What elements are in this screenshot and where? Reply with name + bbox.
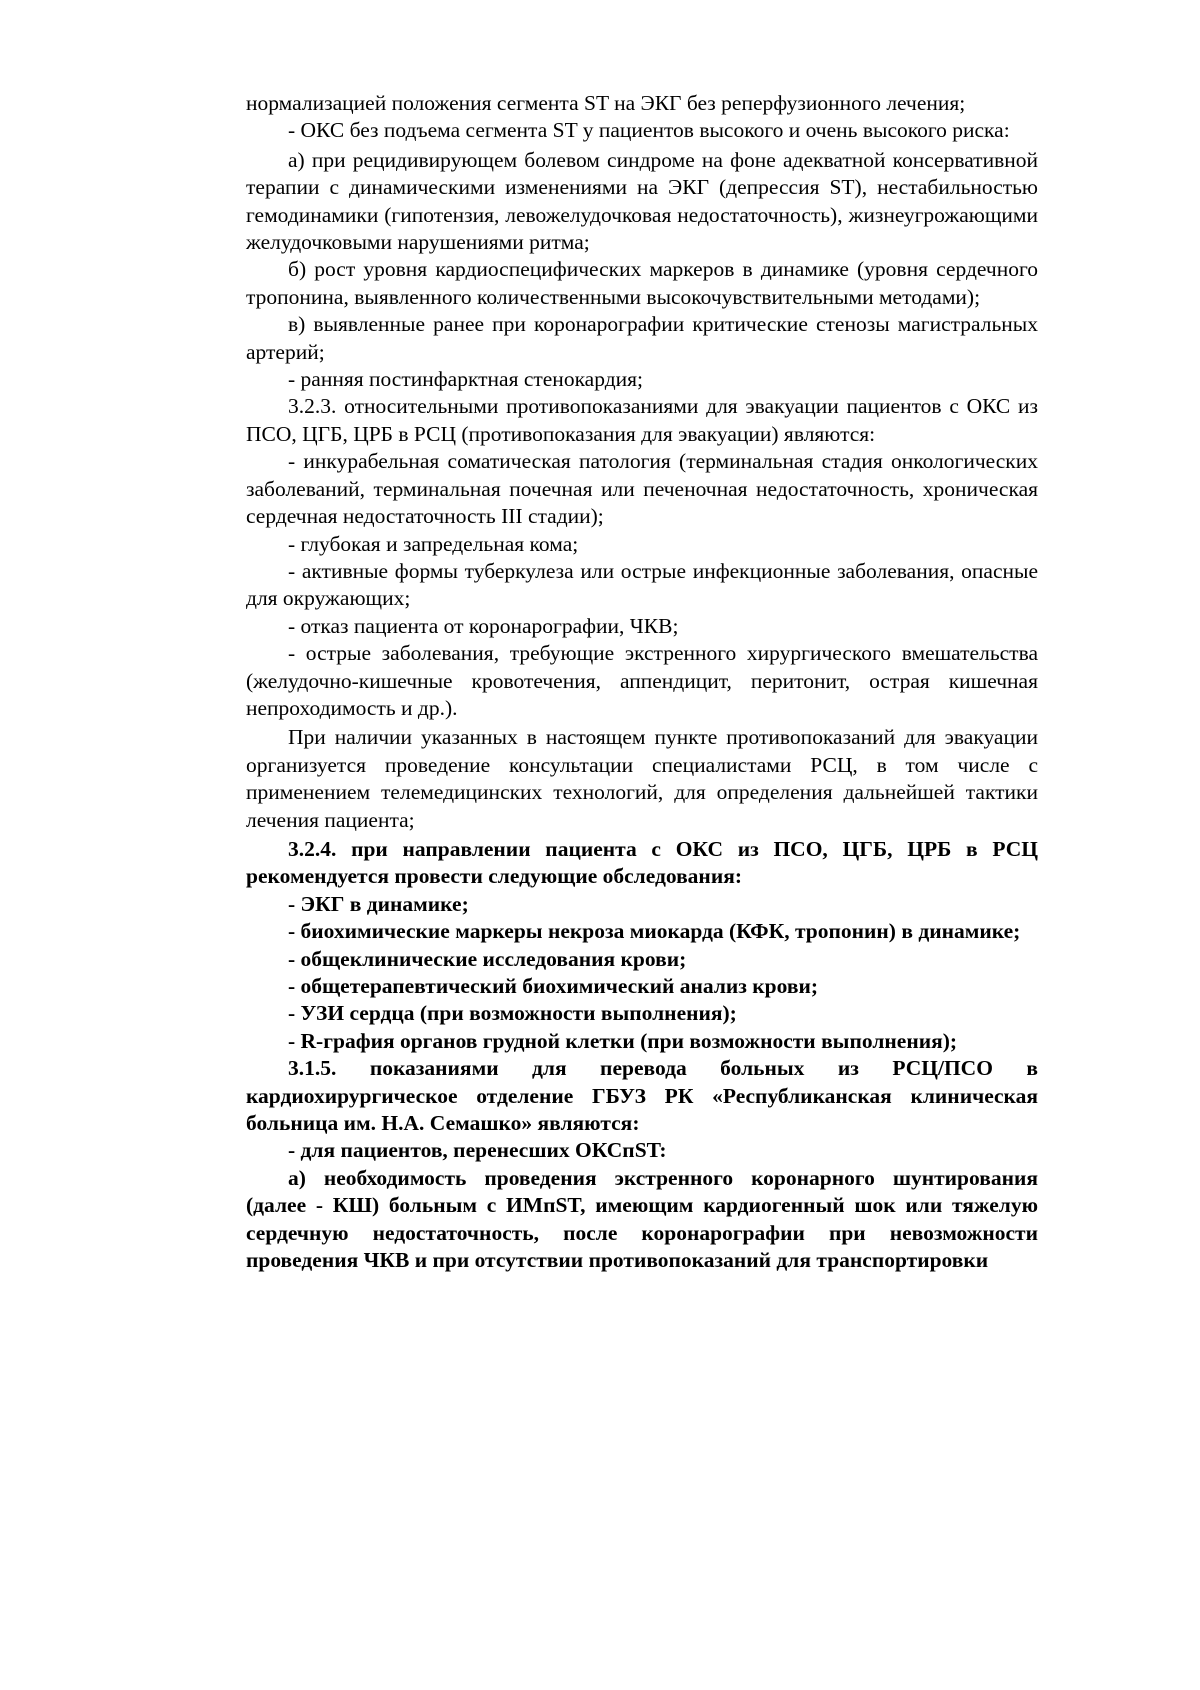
list-item-ecg: - ЭКГ в динамике;: [288, 891, 469, 916]
paragraph-incurable-pathology: - инкурабельная соматическая патология (терминальная стадия онкологических заболеваний, терминальная почечная или печеночная недостаточность, хроническая сердечная недостаточность III стадии);: [246, 449, 1038, 529]
list-item-blood-tests: - общеклинические исследования крови;: [288, 946, 687, 971]
paragraph-oks-without-st: - ОКС без подъема сегмента ST у пациентов высокого и очень высокого риска:: [288, 118, 1010, 143]
paragraph-patient-refusal: - отказ пациента от коронарографии, ЧКВ;: [288, 613, 679, 638]
list-item-heart-ultrasound: - УЗИ сердца (при возможности выполнения);: [288, 1001, 737, 1026]
list-item-biochemical-analysis: - общетерапевтический биохимический анализ крови;: [288, 974, 819, 998]
paragraph-item-a-recurrent-pain: а) при рецидивирующем болевом синдроме на фоне адекватной консервативной терапии с динамическими изменениями на ЭКГ (депрессия ST), нестабильностью гемодинамики (гипотензия, левожелудочковая недостаточность), жизнеугрожающими желудочковыми нарушениями ритма;: [246, 147, 1038, 255]
list-item-chest-xray: - R-графия органов грудной клетки (при возможности выполнения);: [288, 1028, 958, 1053]
paragraph-early-angina: - ранняя постинфарктная стенокардия;: [288, 367, 644, 392]
paragraph-st-normalization: нормализацией положения сегмента ST на ЭКГ без реперфузионного лечения;: [246, 91, 966, 115]
paragraph-consultation: При наличии указанных в настоящем пункте противопоказаний для эвакуации организуется проведение консультации специалистами РСЦ, в том числе с применением телемедицинских технологий, для определения дальнейшей тактики лечения пациента;: [246, 725, 1038, 832]
paragraph-oks-st-patients: - для пациентов, перенесших ОКСпST:: [288, 1138, 667, 1163]
paragraph-3-1-5-transfer-indications: 3.1.5. показаниями для перевода больных из РСЦ/ПСО в кардиохирургическое отделение ГБУЗ РК «Республиканская клиническая больница им. Н.А. Семашко» являются:: [246, 1056, 1038, 1136]
paragraph-item-a-emergency-cabg: а) необходимость проведения экстренного коронарного шунтирования (далее - КШ) больным с ИМпST, имеющим кардиогенный шок или тяжелую сердечную недостаточность, после коронарографии при невозможности проведения ЧКВ и при отсутствии противопоказаний для транспортировки: [246, 1165, 1038, 1273]
paragraph-3-2-3-contraindications: 3.2.3. относительными противопоказаниями для эвакуации пациентов с ОКС из ПСО, ЦГБ, ЦРБ в РСЦ (противопоказания для эвакуации) являются:: [246, 394, 1038, 446]
paragraph-item-c-stenoses: в) выявленные ранее при коронарографии критические стенозы магистральных артерий;: [246, 312, 1038, 364]
paragraph-acute-surgical: - острые заболевания, требующие экстренного хирургического вмешательства (желудочно-кишечные кровотечения, аппендицит, перитонит, острая кишечная непроходимость и др.).: [246, 641, 1038, 720]
paragraph-item-b-markers: б) рост уровня кардиоспецифических маркеров в динамике (уровня сердечного тропонина, выявленного количественными высокочувствительными методами);: [246, 257, 1038, 309]
paragraph-3-2-4-examinations: 3.2.4. при направлении пациента с ОКС из ПСО, ЦГБ, ЦРБ в РСЦ рекомендуется провести следующие обследования:: [246, 836, 1038, 889]
list-item-biochemical-markers: - биохимические маркеры некроза миокарда (КФК, тропонин) в динамике;: [288, 919, 1021, 944]
paragraph-deep-coma: - глубокая и запредельная кома;: [288, 531, 579, 556]
document-body: [246, 90, 1038, 1274]
paragraph-tuberculosis: - активные формы туберкулеза или острые инфекционные заболевания, опасные для окружающих;: [246, 558, 1038, 611]
